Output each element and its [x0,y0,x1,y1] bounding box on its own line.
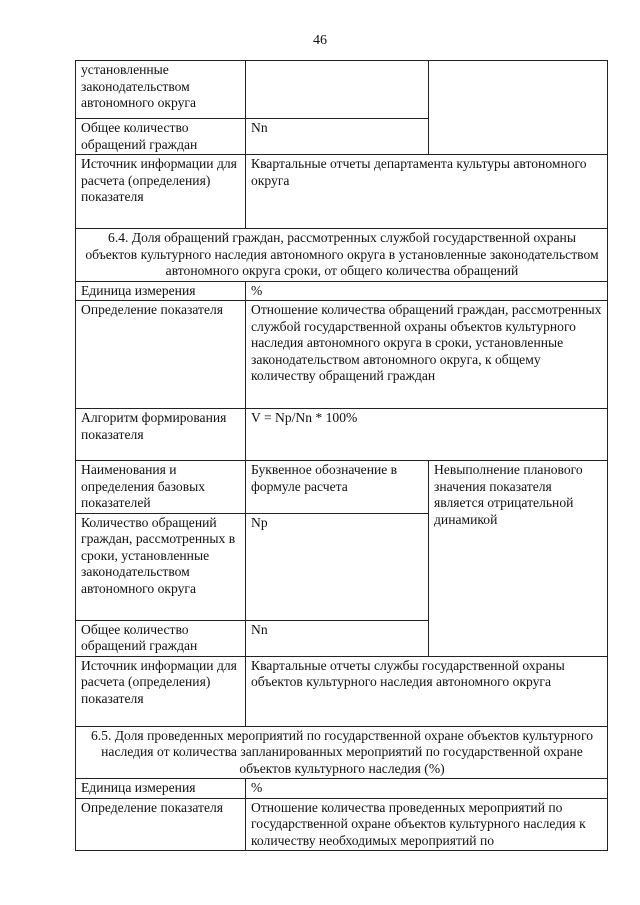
cell-value [246,61,429,119]
cell-value: Отношение количества проведенных мероприятий по государственной охране объектов культурного наследия к количеству необходимых мероприятий по [246,798,608,851]
cell-label: Единица измерения [76,779,246,799]
cell-value: % [246,779,608,799]
cell-label: Источник информации для расчета (определения) показателя [76,155,246,229]
page-number: 46 [313,33,327,48]
table-row [76,461,608,514]
table-row [76,409,608,461]
cell-label: установленные законодательством автономного округа [76,61,246,119]
cell-label: Единица измерения [76,281,246,301]
section-heading: 6.4. Доля обращений граждан, рассмотренных службой государственной охраны объектов культурного наследия автономного округа в установленные законодательством автономного округа сроки, от общего количества обращений [76,229,608,282]
cell-label: Определение показателя [76,301,246,409]
indicator-table [75,60,608,851]
cell-label: Количество обращений граждан, рассмотренных в сроки, установленные законодательством автономного округа [76,513,246,620]
cell-label: Общее количество обращений граждан [76,119,246,155]
cell-label: Наименования и определения базовых показателей [76,461,246,514]
cell-label: Определение показателя [76,798,246,851]
cell-label: Алгоритм формирования показателя [76,409,246,461]
table-row [76,656,608,726]
table-row [76,779,608,799]
cell-value: Nn [246,119,429,155]
cell-value: Np [246,513,429,620]
cell-value: Nn [246,620,429,656]
cell-empty [429,61,608,155]
table-row [76,798,608,851]
table-row [76,155,608,229]
section-heading-row [76,726,608,779]
table-row [76,281,608,301]
cell-value: Буквенное обозначение в формуле расчета [246,461,429,514]
cell-label: Источник информации для расчета (определения) показателя [76,656,246,726]
cell-value: Квартальные отчеты службы государственной охраны объектов культурного наследия автономного округа [246,656,608,726]
section-heading: 6.5. Доля проведенных мероприятий по государственной охране объектов культурного наследия от количества запланированных мероприятий по государственной охране объектов культурного наследия (%) [76,726,608,779]
cell-note: Невыполнение планового значения показателя является отрицательной динамикой [429,461,608,657]
cell-value: V = Np/Nn * 100% [246,409,608,461]
cell-value: % [246,281,608,301]
table-row [76,61,608,119]
section-heading-row [76,229,608,282]
cell-value: Отношение количества обращений граждан, рассмотренных службой государственной охраны объектов культурного наследия автономного округа в сроки, установленные законодательством автономного округа, к общему количеству обращений граждан [246,301,608,409]
cell-value: Квартальные отчеты департамента культуры автономного округа [246,155,608,229]
table-row [76,301,608,409]
cell-label: Общее количество обращений граждан [76,620,246,656]
